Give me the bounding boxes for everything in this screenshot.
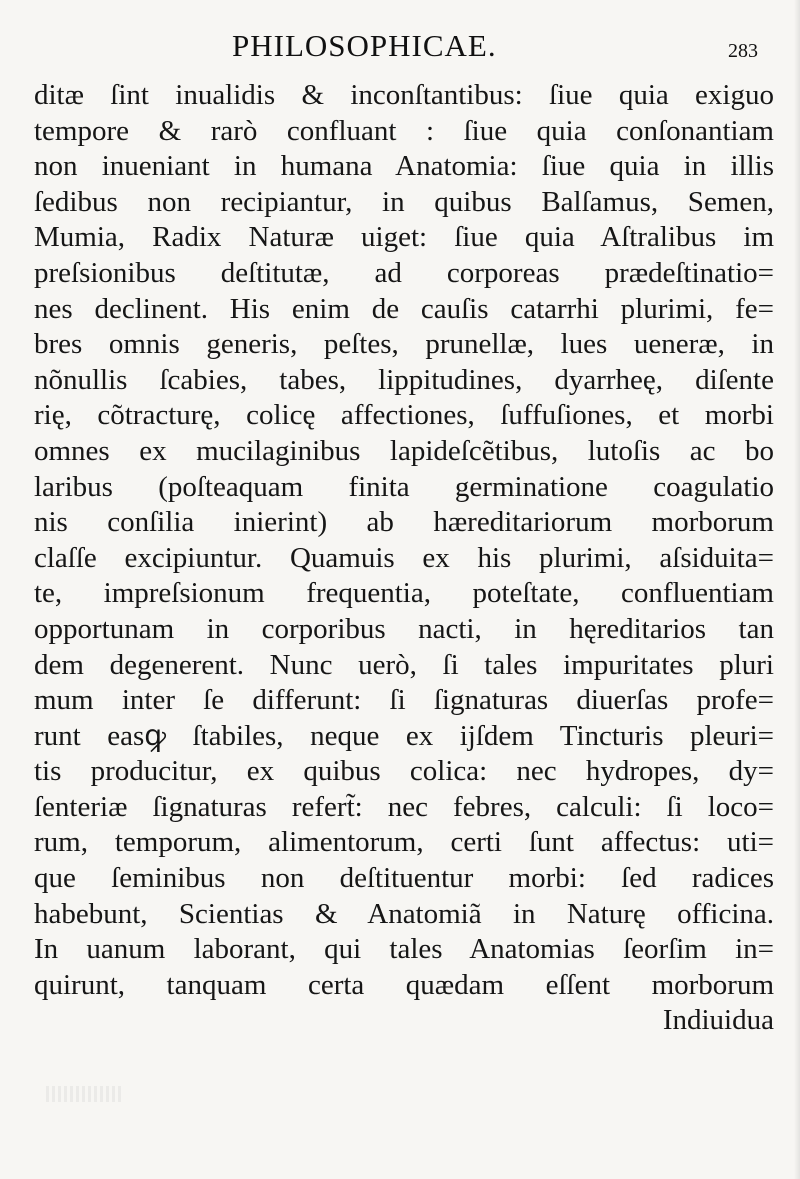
text-line: nis conſilia inierint) ab hæreditariorum morborum xyxy=(34,506,774,539)
text-line: bres omnis generis, peſtes, prunellæ, lues ueneræ, in xyxy=(34,328,774,361)
text-line: rię, cõtracturę, colicę affectiones, ſuffuſiones, et morbi xyxy=(34,399,774,432)
text-line: preſsionibus deſtitutæ, ad corporeas prædeſtinatio= xyxy=(34,256,774,289)
text-line: quirunt, tanquam certa quædam eſſent morborum xyxy=(34,968,774,1001)
text-line: non inueniant in humana Anatomia: ſiue quia in illis xyxy=(34,150,774,183)
text-line: claſſe excipiuntur. Quamuis ex his plurimi, aſsiduita= xyxy=(34,541,774,574)
text-line: omnes ex mucilaginibus lapideſcẽtibus, lutoſis ac bo xyxy=(34,434,774,467)
text-line: rum, temporum, alimentorum, certi ſunt affectus: uti= xyxy=(34,826,774,859)
text-line: mum inter ſe differunt: ſi ſignaturas diuerſas profe= xyxy=(34,684,774,717)
page-number: 283 xyxy=(728,40,758,62)
text-line: ſenteriæ ſignaturas refert̃: nec febres, calculi: ſi loco= xyxy=(34,790,774,823)
running-header: PHILOSOPHICAE. xyxy=(232,28,497,63)
text-line: habebunt, Scientias & Anatomiã in Naturę officina. xyxy=(34,897,774,930)
text-line: nes declinent. His enim de cauſis catarrhi plurimi, fe= xyxy=(34,292,774,325)
text-line: que ſeminibus non deſtituentur morbi: ſed radices xyxy=(34,862,774,895)
text-line: nõnullis ſcabies, tabes, lippitudines, dyarrheę, diſente xyxy=(34,363,774,396)
text-line: dem degenerent. Nunc uerò, ſi tales impuritates pluri xyxy=(34,648,774,681)
page-edge-shadow xyxy=(794,0,800,1179)
text-line: te, impreſsionum frequentia, poteſtate, confluentiam xyxy=(34,577,774,610)
body-text xyxy=(34,78,774,1039)
text-line: In uanum laborant, qui tales Anatomias ſeorſim in= xyxy=(34,933,774,966)
text-line: laribus (poſteaquam finita germinatione coagulatio xyxy=(34,470,774,503)
text-line: tis producitur, ex quibus colica: nec hydropes, dy= xyxy=(34,755,774,788)
text-line: ſedibus non recipiantur, in quibus Balſamus, Semen, xyxy=(34,185,774,218)
text-line: runt easꝙ ſtabiles, neque ex ijſdem Tincturis pleuri= xyxy=(34,719,774,752)
text-line: tempore & rarò confluant : ſiue quia conſonantiam xyxy=(34,114,774,147)
text-line: Mumia, Radix Naturæ uiget: ſiue quia Aſtralibus im xyxy=(34,221,774,254)
text-line: ditæ ſint inualidis & inconſtantibus: ſiue quia exiguo xyxy=(34,79,774,111)
catchword: Indiuidua xyxy=(662,1004,774,1037)
text-line: opportunam in corporibus nacti, in hęreditarios tan xyxy=(34,612,774,645)
ink-bleed-mark xyxy=(46,1086,124,1102)
